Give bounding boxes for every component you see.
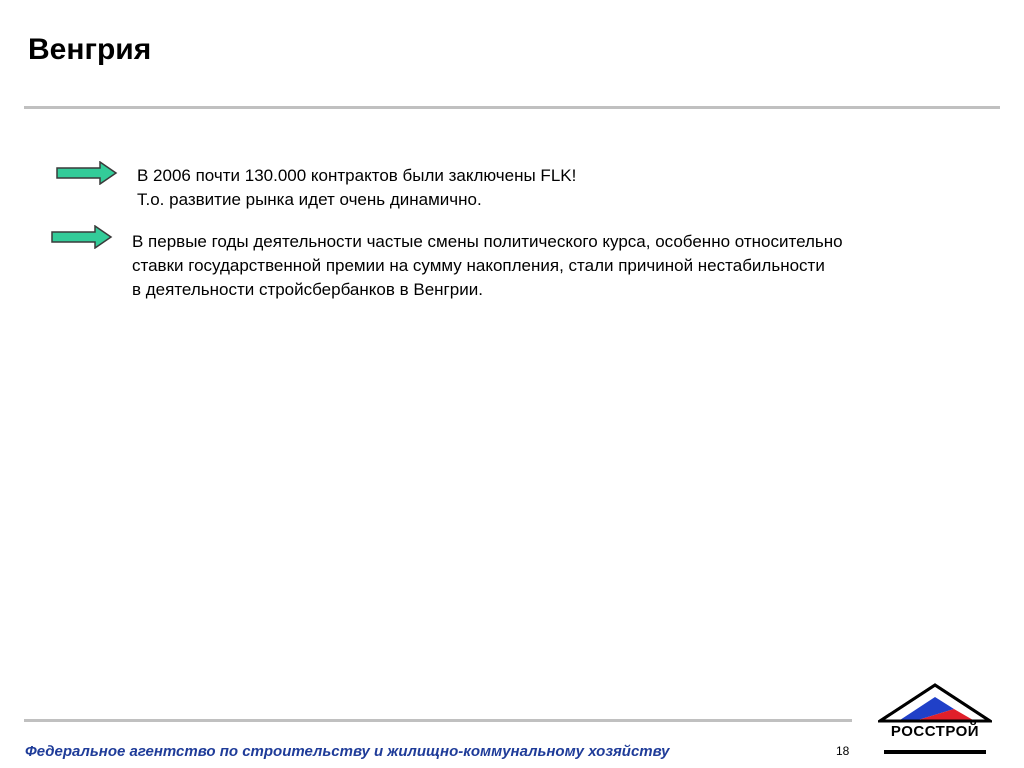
rosstroy-logo	[878, 682, 992, 758]
page-number: 18	[836, 744, 850, 758]
arrow-shape	[52, 226, 111, 248]
slide-title: Венгрия	[28, 33, 152, 66]
bullet-2-text	[132, 230, 843, 302]
bullet-1-line-1: В 2006 почти 130.000 контрактов были заключены FLK!	[137, 166, 577, 185]
bullet-2-line-3: в деятельности стройсбербанков в Венгрии.	[132, 280, 483, 299]
arrow-right-icon	[51, 225, 113, 249]
title-divider	[24, 106, 1000, 109]
bullet-2-line-1: В первые годы деятельности частые смены политического курса, особенно относительно	[132, 232, 843, 251]
logo-text: РОССТРОЙ	[890, 723, 980, 740]
bullet-1-line-2: Т.о. развитие рынка идет очень динамично.	[137, 190, 482, 209]
bullet-2-line-2: ставки государственной премии на сумму накопления, стали причиной нестабильности	[132, 256, 825, 275]
footer-agency-name: Федеральное агентство по строительству и жилищно-коммунальному хозяйству	[25, 743, 670, 760]
rosstroy-roof-icon	[878, 682, 992, 758]
footer-divider	[24, 719, 852, 722]
arrow-shape	[57, 162, 116, 184]
arrow-right-icon	[56, 161, 118, 185]
bullet-1-text	[137, 164, 576, 212]
